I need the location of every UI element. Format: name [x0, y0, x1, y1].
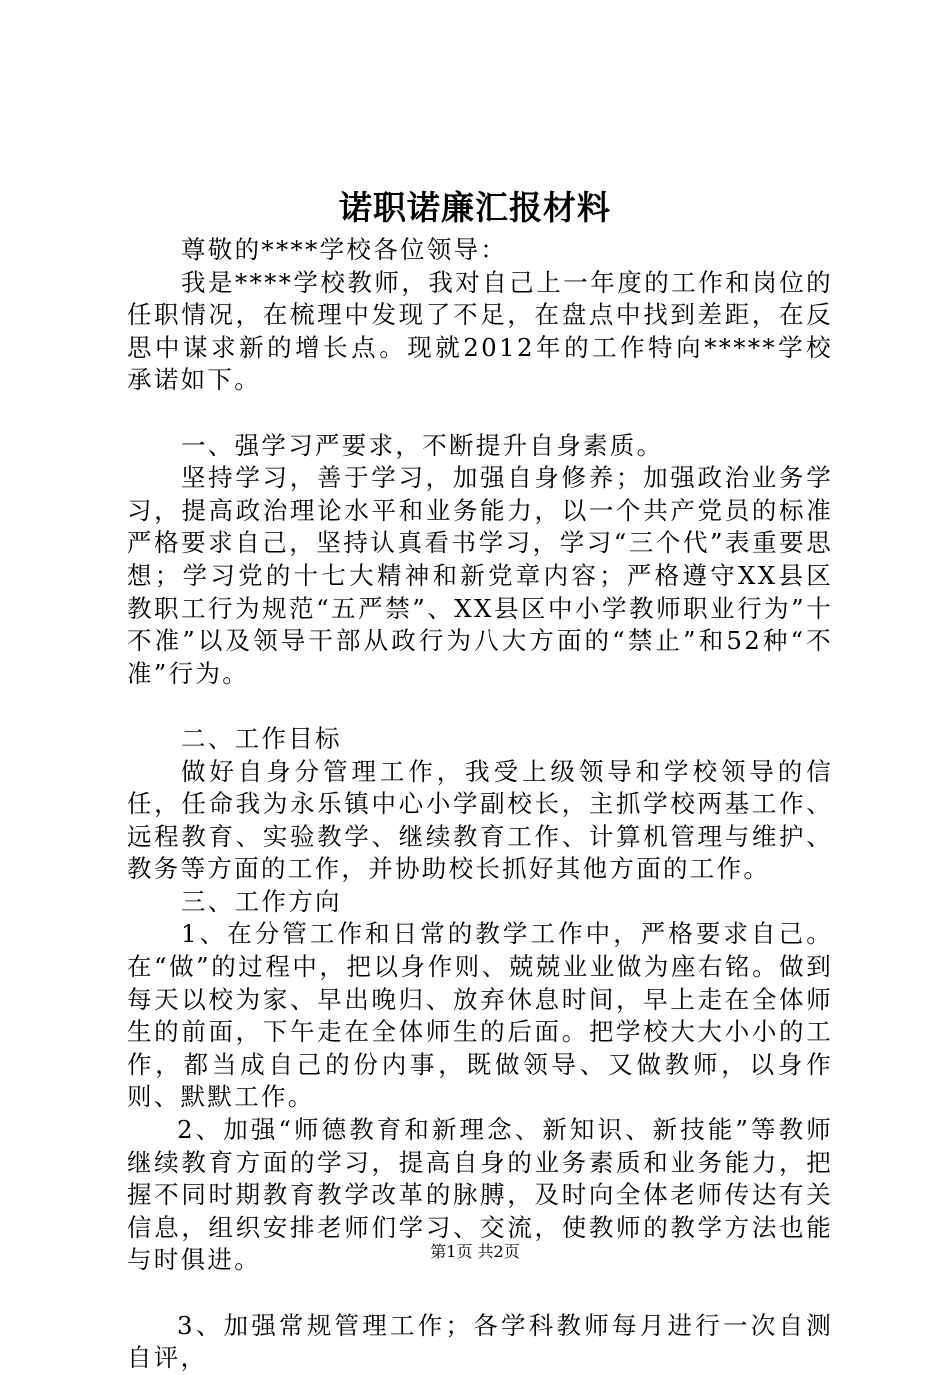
document-title: 诺职诺廉汇报材料 — [339, 188, 611, 227]
section3-item-2: 2、加强“师德教育和新理念、新知识、新技能”等教师继续教育方面的学习，提高自身的业务素质和业务能力，把握不同时期教育教学改革的脉膊，及时向全体老师传达有关信息，组织安排老师们学习、交流，使教师的教学方法也能与时俱进。 — [127, 1115, 833, 1275]
paragraph-gap — [127, 397, 833, 430]
salutation: 尊敬的****学校各位领导： — [181, 235, 508, 264]
section3-item-3: 3、加强常规管理工作；各学科教师每月进行一次自测自评， — [127, 1310, 833, 1373]
page-footer: 第1页 共2页 — [430, 1242, 520, 1261]
document-body — [127, 234, 833, 1375]
section2-heading: 二、工作目标 — [181, 723, 342, 753]
section1-paragraph: 坚持学习，善于学习，加强自身修养；加强政治业务学习，提高政治理论水平和业务能力，以一个共产党员的标准严格要求自己，坚持认真看书学习，学习“三个代”表重要思想；学习党的十七大精神和新党章内容；严格遵守XX县区教职工行为规范“五严禁”、XX县区中小学教师职业行为”十不准”以及领导干部从政行为八大方面的“禁止”和52种“不准”行为。 — [127, 463, 833, 688]
intro-paragraph: 我是****学校教师，我对自己上一年度的工作和岗位的任职情况，在梳理中发现了不足，在盘点中找到差距，在反思中谋求新的增长点。现就2012年的工作特向*****学校承诺如下。 — [127, 267, 833, 395]
section3-item-1: 1、在分管工作和日常的教学工作中，严格要求自己。在“做”的过程中，把以身作则、兢兢业业做为座右铭。做到每天以校为家、早出晚归、放弃休息时间，早上走在全体师生的前面，下午走在全体师生的后面。把学校大大小小的工作，都当成自己的份内事，既做领导、又做教师，以身作则、默默工作。 — [127, 919, 833, 1112]
section3-heading: 三、工作方向 — [181, 886, 342, 916]
paragraph-gap — [127, 1277, 833, 1310]
section1-heading: 一、强学习严要求，不断提升自身素质。 — [181, 430, 664, 460]
paragraph-gap — [127, 690, 833, 723]
section2-paragraph: 做好自身分管理工作，我受上级领导和学校领导的信任，任命我为永乐镇中心小学副校长，主抓学校两基工作、远程教育、实验教学、继续教育工作、计算机管理与维护、教务等方面的工作，并协助校长抓好其他方面的工作。 — [127, 756, 833, 884]
